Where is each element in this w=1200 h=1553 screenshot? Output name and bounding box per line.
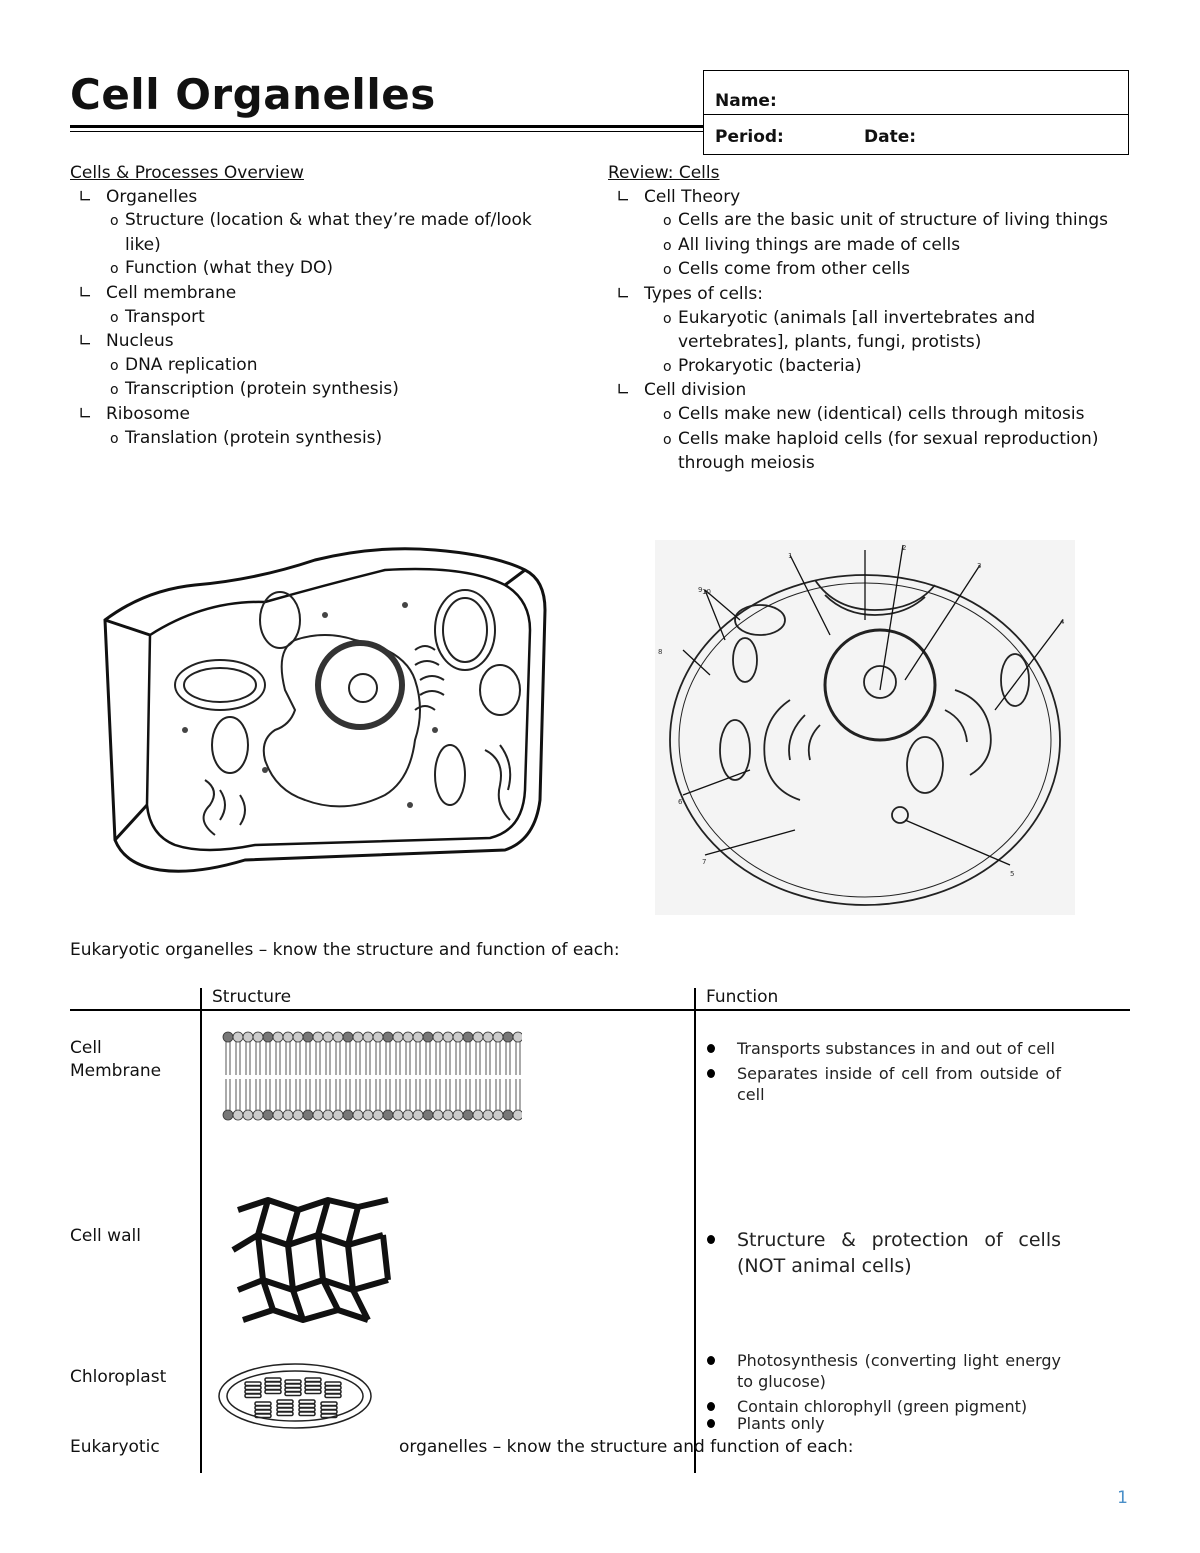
thylakoid: [285, 1384, 301, 1388]
thylakoid: [299, 1400, 315, 1404]
phospholipid-head: [423, 1110, 433, 1120]
phospholipid-tail: [286, 1042, 290, 1110]
phospholipid-head: [353, 1032, 363, 1042]
phospholipid-head: [273, 1032, 283, 1042]
circle-bullet-icon: o: [663, 213, 672, 230]
phospholipid-head: [333, 1032, 343, 1042]
list-subitem: o Prokaryotic (bacteria): [608, 355, 1133, 380]
phospholipid-tail: [246, 1042, 250, 1110]
phospholipid-head: [313, 1110, 323, 1120]
circle-bullet-icon: o: [663, 262, 672, 279]
phospholipid-tail: [486, 1042, 490, 1110]
chloroplast-functions: [705, 1350, 1061, 1438]
list-item: ∟ Ribosome: [70, 403, 560, 427]
thylakoid: [255, 1414, 271, 1418]
phospholipid-tail: [316, 1042, 320, 1110]
corner-bullet-icon: ∟: [78, 282, 93, 303]
name-label: Name:: [715, 91, 777, 111]
list-subitem: o Structure (location & what they’re made of/look like): [110, 210, 532, 255]
corner-bullet-icon: ∟: [78, 186, 93, 207]
diagram-number-label: 6: [678, 798, 683, 806]
name-period-date-box: [703, 70, 1129, 155]
phospholipid-tail: [456, 1042, 460, 1110]
structure-column-header: Structure: [212, 987, 292, 1007]
date-label: Date:: [864, 127, 917, 147]
phospholipid-tail: [446, 1042, 450, 1110]
table-column-divider: [200, 988, 202, 1473]
thylakoid: [277, 1408, 293, 1412]
repeated-label-right: organelles – know the structure and function of each:: [399, 1437, 854, 1457]
list-subitem: o Cells are the basic unit of structure of living things: [608, 209, 1133, 234]
thylakoid: [325, 1386, 341, 1390]
phospholipid-head: [233, 1110, 243, 1120]
phospholipid-head: [293, 1110, 303, 1120]
diagram-number-label: 2: [902, 544, 907, 552]
list-item: ∟ Types of cells:: [608, 283, 1133, 307]
phospholipid-head: [263, 1110, 273, 1120]
phospholipid-tail: [386, 1042, 390, 1110]
function-item: Plants only: [705, 1413, 1061, 1434]
list-subitem: o Cells make haploid cells (for sexual reproduction) through meiosis: [663, 428, 1099, 474]
thylakoid: [285, 1392, 301, 1396]
phospholipid-head: [473, 1032, 483, 1042]
circle-bullet-icon: o: [110, 213, 119, 230]
thylakoid: [277, 1404, 293, 1408]
phospholipid-tail: [296, 1042, 300, 1110]
table-header-rule: [70, 1009, 1130, 1011]
thylakoid: [265, 1378, 281, 1382]
phospholipid-tail: [326, 1042, 330, 1110]
phospholipid-tail: [306, 1042, 310, 1110]
phospholipid-tail: [226, 1042, 230, 1110]
phospholipid-head: [373, 1110, 383, 1120]
phospholipid-head: [293, 1032, 303, 1042]
diagram-number-label: 1: [788, 552, 793, 560]
thylakoid: [321, 1406, 337, 1410]
phospholipid-head: [403, 1032, 413, 1042]
list-item: ∟ Organelles: [70, 186, 560, 210]
phospholipid-tail: [396, 1042, 400, 1110]
phospholipid-head: [283, 1110, 293, 1120]
phospholipid-head: [363, 1032, 373, 1042]
thylakoid: [255, 1406, 271, 1410]
function-item: Structure & protection of cells (NOT animal cells): [705, 1227, 1061, 1279]
circle-bullet-icon: o: [663, 310, 672, 327]
thylakoid: [255, 1402, 271, 1406]
phospholipid-head: [303, 1032, 313, 1042]
phospholipid-tail: [276, 1042, 280, 1110]
cell-membrane-diagram: [222, 1027, 522, 1127]
thylakoid: [299, 1408, 315, 1412]
phospholipid-head: [443, 1032, 453, 1042]
phospholipid-head: [243, 1032, 253, 1042]
phospholipid-head: [383, 1032, 393, 1042]
table-column-divider: [694, 988, 696, 1473]
phospholipid-head: [473, 1110, 483, 1120]
overview-column: [70, 162, 560, 451]
corner-bullet-icon: ∟: [78, 403, 93, 424]
thylakoid: [325, 1382, 341, 1386]
phospholipid-head: [333, 1110, 343, 1120]
list-subitem: o Cells make new (identical) cells through mitosis: [608, 403, 1133, 428]
function-item: Contain chlorophyll (green pigment): [705, 1396, 1061, 1417]
thylakoid: [265, 1386, 281, 1390]
list-item: ∟ Nucleus: [70, 330, 560, 354]
thylakoid: [321, 1402, 337, 1406]
phospholipid-tail: [496, 1042, 500, 1110]
phospholipid-head: [373, 1032, 383, 1042]
phospholipid-head: [463, 1032, 473, 1042]
phospholipid-head: [453, 1032, 463, 1042]
row-label-cell-membrane: Cell Membrane: [70, 1038, 162, 1081]
phospholipid-head: [503, 1032, 513, 1042]
function-item: Separates inside of cell from outside of cell: [705, 1063, 1061, 1105]
thylakoid: [277, 1400, 293, 1404]
phospholipid-head: [313, 1032, 323, 1042]
thylakoid: [265, 1390, 281, 1394]
diagram-number-label: 5: [1010, 870, 1015, 878]
list-subitem: o Translation (protein synthesis): [70, 427, 560, 452]
phospholipid-head: [463, 1110, 473, 1120]
phospholipid-head: [343, 1032, 353, 1042]
phospholipid-head: [513, 1110, 522, 1120]
phospholipid-tail: [356, 1042, 360, 1110]
diagram-number-label: 8: [658, 648, 663, 656]
list-subitem: o Eukaryotic (animals [all invertebrates and vertebrates], plants, fungi, protists): [663, 307, 1036, 353]
circle-bullet-icon: o: [110, 382, 119, 399]
phospholipid-head: [353, 1110, 363, 1120]
row-label-cell-wall: Cell wall: [70, 1226, 141, 1246]
phospholipid-tail: [506, 1042, 510, 1110]
animal-cell-diagram: [655, 540, 1075, 915]
function-column-header: Function: [706, 987, 779, 1007]
diagram-number-label: 3: [977, 562, 982, 570]
phospholipid-head: [483, 1110, 493, 1120]
phospholipid-tail: [426, 1042, 430, 1110]
phospholipid-head: [233, 1032, 243, 1042]
list-subitem: o Cells come from other cells: [608, 258, 1133, 283]
circle-bullet-icon: o: [110, 309, 119, 326]
function-item: Photosynthesis (converting light energy to glucose): [705, 1350, 1061, 1392]
phospholipid-tail: [236, 1042, 240, 1110]
phospholipid-head: [423, 1032, 433, 1042]
phospholipid-tail: [336, 1042, 340, 1110]
thylakoid: [265, 1382, 281, 1386]
phospholipid-head: [253, 1110, 263, 1120]
phospholipid-head: [253, 1032, 263, 1042]
diagram-number-label: 10: [702, 588, 711, 596]
phospholipid-tail: [516, 1042, 520, 1110]
phospholipid-head: [433, 1032, 443, 1042]
thylakoid: [245, 1386, 261, 1390]
phospholipid-head: [433, 1110, 443, 1120]
circle-bullet-icon: o: [663, 431, 672, 448]
page-title: Cell Organelles: [70, 70, 436, 119]
cell-membrane-functions: [705, 1038, 1061, 1109]
title-rule: [70, 125, 704, 128]
circle-bullet-icon: o: [110, 430, 119, 447]
phospholipid-head: [303, 1110, 313, 1120]
chloroplast-diagram: [215, 1360, 375, 1430]
diagram-number-label: 9: [698, 586, 703, 594]
thylakoid: [245, 1390, 261, 1394]
row-label-chloroplast: Chloroplast: [70, 1367, 167, 1387]
phospholipid-tail: [266, 1042, 270, 1110]
circle-bullet-icon: o: [110, 357, 119, 374]
period-label: Period:: [715, 127, 784, 147]
list-item: ∟ Cell division: [608, 379, 1133, 403]
phospholipid-head: [323, 1110, 333, 1120]
phospholipid-head: [363, 1110, 373, 1120]
phospholipid-tail: [346, 1042, 350, 1110]
phospholipid-head: [503, 1110, 513, 1120]
phospholipid-head: [223, 1032, 233, 1042]
thylakoid: [305, 1386, 321, 1390]
function-item: Transports substances in and out of cell: [705, 1038, 1061, 1059]
phospholipid-head: [243, 1110, 253, 1120]
phospholipid-tail: [466, 1042, 470, 1110]
thylakoid: [245, 1382, 261, 1386]
phospholipid-head: [383, 1110, 393, 1120]
list-item: ∟ Cell membrane: [70, 282, 560, 306]
table-intro: Eukaryotic organelles – know the structure and function of each:: [70, 940, 620, 960]
corner-bullet-icon: ∟: [78, 331, 93, 352]
cell-wall-functions: [705, 1227, 1061, 1283]
phospholipid-head: [493, 1032, 503, 1042]
circle-bullet-icon: o: [663, 237, 672, 254]
phospholipid-head: [493, 1110, 503, 1120]
phospholipid-head: [413, 1110, 423, 1120]
list-subitem: o Transport: [70, 306, 560, 331]
phospholipid-head: [223, 1110, 233, 1120]
list-subitem: o Transcription (protein synthesis): [70, 378, 560, 403]
thylakoid: [245, 1394, 261, 1398]
name-box-divider: [704, 114, 1128, 115]
corner-bullet-icon: ∟: [616, 283, 631, 304]
thylakoid: [299, 1404, 315, 1408]
cell-wall-diagram: [228, 1195, 393, 1325]
phospholipid-tail: [476, 1042, 480, 1110]
phospholipid-head: [393, 1110, 403, 1120]
circle-bullet-icon: o: [110, 261, 119, 278]
repeated-label-left: Eukaryotic: [70, 1437, 160, 1457]
list-item: ∟ Cell Theory: [608, 186, 1133, 210]
phospholipid-head: [263, 1032, 273, 1042]
circle-bullet-icon: o: [663, 358, 672, 375]
thylakoid: [305, 1378, 321, 1382]
thylakoid: [285, 1388, 301, 1392]
phospholipid-head: [453, 1110, 463, 1120]
thylakoid: [325, 1390, 341, 1394]
phospholipid-tail: [436, 1042, 440, 1110]
thylakoid: [255, 1410, 271, 1414]
review-column: [608, 162, 1133, 476]
overview-heading: Cells & Processes Overview: [70, 163, 304, 183]
phospholipid-head: [443, 1110, 453, 1120]
list-subitem: o All living things are made of cells: [608, 234, 1133, 259]
diagram-number-label: 4: [1060, 618, 1065, 626]
plant-cell-diagram: [85, 540, 555, 890]
corner-bullet-icon: ∟: [616, 380, 631, 401]
thylakoid: [305, 1382, 321, 1386]
phospholipid-head: [393, 1032, 403, 1042]
phospholipid-head: [323, 1032, 333, 1042]
thylakoid: [305, 1390, 321, 1394]
phospholipid-head: [343, 1110, 353, 1120]
thylakoid: [277, 1412, 293, 1416]
thylakoid: [299, 1412, 315, 1416]
diagram-number-label: 7: [702, 858, 707, 866]
corner-bullet-icon: ∟: [616, 186, 631, 207]
phospholipid-head: [273, 1110, 283, 1120]
phospholipid-tail: [416, 1042, 420, 1110]
review-heading: Review: Cells: [608, 163, 720, 183]
phospholipid-tail: [406, 1042, 410, 1110]
list-subitem: o Function (what they DO): [70, 257, 560, 282]
page-number: 1: [1117, 1488, 1128, 1508]
circle-bullet-icon: o: [663, 406, 672, 423]
list-subitem: o DNA replication: [70, 354, 560, 379]
phospholipid-head: [483, 1032, 493, 1042]
phospholipid-tail: [256, 1042, 260, 1110]
phospholipid-head: [403, 1110, 413, 1120]
thylakoid: [285, 1380, 301, 1384]
phospholipid-head: [513, 1032, 522, 1042]
thylakoid: [321, 1410, 337, 1414]
phospholipid-head: [283, 1032, 293, 1042]
phospholipid-tail: [366, 1042, 370, 1110]
title-rule-thin: [70, 131, 704, 132]
phospholipid-tail: [376, 1042, 380, 1110]
thylakoid: [325, 1394, 341, 1398]
phospholipid-head: [413, 1032, 423, 1042]
